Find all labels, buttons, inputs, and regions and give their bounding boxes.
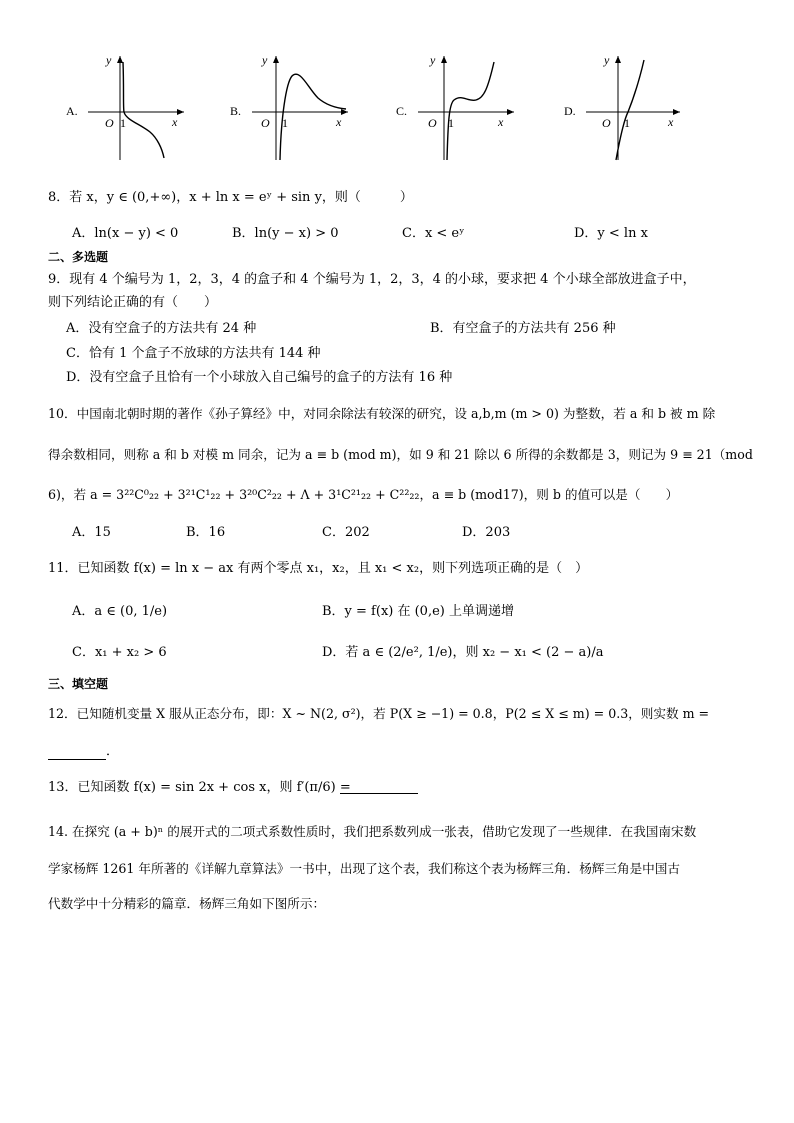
q12-answer-blank[interactable] [48,740,119,760]
q12-stem: 12．已知随机变量 X 服从正态分布，即：X ~ N(2, σ²)，若 P(X ≥ −1) = 0.8，P(2 ≤ X ≤ m) = 0.3，则实数 m = [48,706,710,721]
section-heading-multi: 二、多选题 [48,250,109,264]
graph-b [226,48,356,166]
q10-line3: 6)，若 a = 3²²C⁰₂₂ + 3²¹C¹₂₂ + 3²⁰C²₂₂ + Λ + 3¹C²¹₂₂ + C²²₂₂，a ≡ b (mod17)，则 b 的值可以是（ ） [48,487,679,502]
q9-option-a: A．没有空盒子的方法共有 24 种 [66,321,257,336]
graph-a [60,48,190,166]
svg-text:y: y [430,53,436,67]
svg-text:O: O [602,116,611,130]
q10-option-a: A．15 [72,525,111,540]
svg-text:y: y [106,53,112,67]
svg-text:O: O [261,116,270,130]
svg-text:x: x [172,115,178,129]
q9-option-b: B．有空盒子的方法共有 256 种 [430,321,616,336]
svg-text:y: y [262,53,268,67]
svg-text:O: O [105,116,114,130]
q8-option-d: D．y < ln x [574,226,648,241]
q10-option-c: C．202 [322,525,370,540]
q14-line1: 14. 在探究 (a + b)ⁿ 的展开式的二项式系数性质时，我们把系数列成一张表，借助它发现了一些规律．在我国南宋数 [48,824,697,839]
svg-text:1: 1 [282,116,288,130]
q9-option-c: C．恰有 1 个盒子不放球的方法共有 144 种 [66,346,321,361]
q10-line2: 得余数相同，则称 a 和 b 对模 m 同余，记为 a ≡ b (mod m)，如 9 和 21 除以 6 所得的余数都是 3，则记为 9 ≡ 21（mod [48,447,753,462]
svg-text:x: x [668,115,674,129]
q14-line3: 代数学中十分精彩的篇章．杨辉三角如下图所示： [48,896,326,911]
q8-option-a: A．ln(x − y) < 0 [72,226,179,241]
svg-text:1: 1 [120,116,126,130]
q11-option-b: B．y = f(x) 在 (0,e) 上单调递增 [322,604,514,619]
svg-text:1: 1 [624,116,630,130]
q8-option-c: C．x < eʸ [402,226,465,241]
q11-stem: 11．已知函数 f(x) = ln x − ax 有两个零点 x₁，x₂，且 x₁ < x₂，则下列选项正确的是（ ） [48,561,589,576]
graph-d [560,48,690,166]
graph-label: C. [396,104,408,118]
section-heading-fill: 三、填空题 [48,677,109,691]
q9-option-d: D．没有空盒子且恰有一个小球放入自己编号的盒子的方法有 16 种 [66,370,453,385]
q13-stem: 13．已知函数 f(x) = sin 2x + cos x，则 f′(π/6) = [48,780,351,795]
q11-option-a: A．a ∈ (0, 1/e) [72,604,168,619]
q10-option-b: B．16 [186,525,226,540]
graph-label: D. [564,104,576,118]
graph-label: B. [230,104,242,118]
q11-option-d: D．若 a ∈ (2/e², 1/e)，则 x₂ − x₁ < (2 − a)/a [322,645,604,660]
q10-line1: 10．中国南北朝时期的著作《孙子算经》中，对同余除法有较深的研究，设 a,b,m (m > 0) 为整数，若 a 和 b 被 m 除 [48,406,716,421]
q9-stem-line1: 9．现有 4 个编号为 1，2，3，4 的盒子和 4 个编号为 1，2，3，4 的小球，要求把 4 个小球全部放进盒子中， [48,272,696,287]
graph-label: A. [66,104,78,118]
q9-stem-line2: 则下列结论正确的有（ ） [48,295,218,310]
svg-text:y: y [604,53,610,67]
q12-end: ． [106,744,120,759]
svg-text:1: 1 [448,116,454,130]
svg-text:x: x [336,115,342,129]
q11-option-c: C．x₁ + x₂ > 6 [72,645,167,660]
svg-text:x: x [498,115,504,129]
q8-stem: 8．若 x，y ∈ (0,+∞)，x + ln x = eʸ + sin y，则（ ） [48,190,413,205]
svg-text:O: O [428,116,437,130]
graph-c [392,48,522,166]
q8-option-b: B．ln(y − x) > 0 [232,226,339,241]
q13-answer-blank[interactable] [340,778,418,794]
q10-option-d: D．203 [462,525,511,540]
q14-line2: 学家杨辉 1261 年所著的《详解九章算法》一书中，出现了这个表，我们称这个表为杨辉三角．杨辉三角是中国古 [48,861,680,876]
